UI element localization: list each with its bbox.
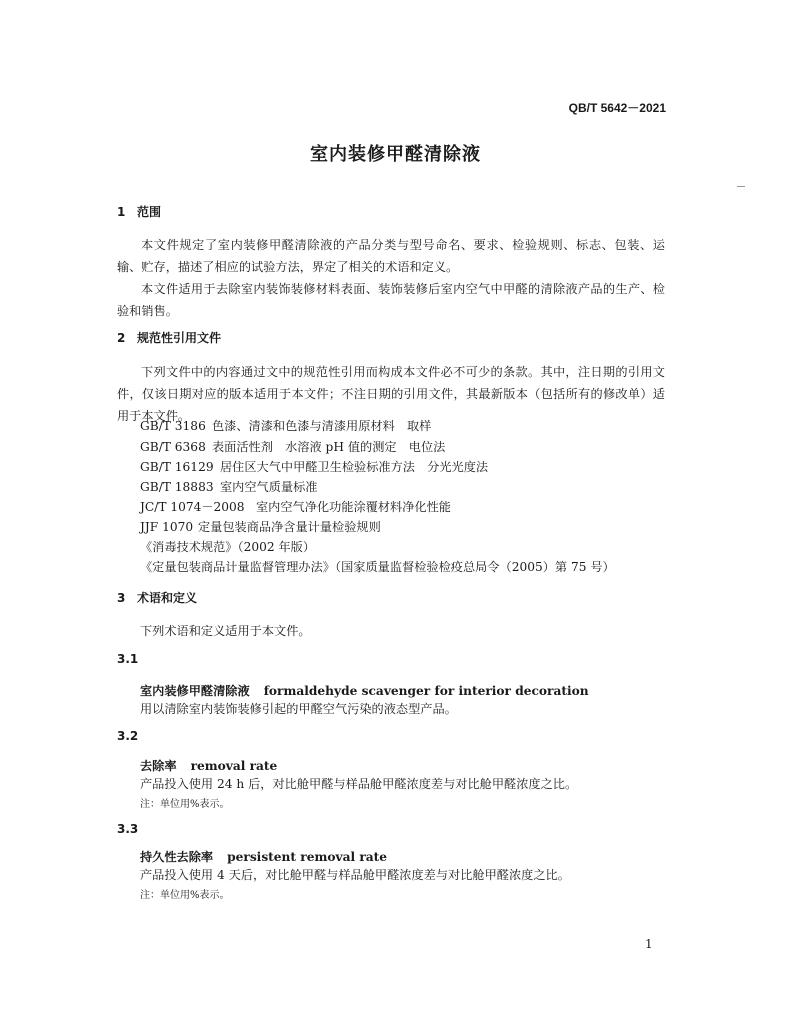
section-number: 1 xyxy=(117,205,126,219)
term-number: 3.1 xyxy=(117,652,139,666)
term-number: 3.3 xyxy=(117,822,139,836)
standard-number: QB/T 5642－2021 xyxy=(568,101,666,115)
section-1-body xyxy=(117,234,665,322)
reference-code: GB/T 6368 xyxy=(140,440,206,454)
reference-name: 表面活性剂 水溶液 pH 值的测定 电位法 xyxy=(212,440,446,454)
reference-name: 定量包装商品净含量计量检验规则 xyxy=(198,520,381,534)
term-title xyxy=(140,682,589,699)
reference-code: GB/T 3186 xyxy=(140,419,206,433)
reference-name: 《消毒技术规范》（2002 年版） xyxy=(140,540,316,554)
reference-item xyxy=(140,497,451,517)
reference-name: 《定量包装商品计量监督管理办法》（国家质量监督检验检疫总局令（2005）第 75 号） xyxy=(140,560,615,574)
section-title: 术语和定义 xyxy=(137,591,198,605)
section-title: 规范性引用文件 xyxy=(137,331,222,345)
reference-code: JC/T 1074－2008 xyxy=(140,500,245,514)
section-number: 3 xyxy=(117,591,126,605)
term-zh: 室内装修甲醛清除液 xyxy=(140,684,250,698)
reference-item xyxy=(140,416,431,436)
term-title xyxy=(140,848,387,865)
reference-item xyxy=(140,457,488,477)
reference-item xyxy=(140,517,381,537)
reference-item xyxy=(140,437,445,457)
reference-code: JJF 1070 xyxy=(140,520,194,534)
term-title xyxy=(140,757,277,774)
term-definition: 产品投入使用 4 天后，对比舱甲醛与样品舱甲醛浓度差与对比舱甲醛浓度之比。 xyxy=(140,868,570,882)
term-zh: 去除率 xyxy=(140,759,177,773)
reference-name: 居住区大气中甲醛卫生检验标准方法 分光光度法 xyxy=(220,460,489,474)
term-en: removal rate xyxy=(190,759,278,773)
document-title: 室内装修甲醛清除液 xyxy=(310,144,481,165)
term-en: persistent removal rate xyxy=(227,850,388,864)
section-1-heading xyxy=(117,203,161,220)
term-zh: 持久性去除率 xyxy=(140,850,214,864)
section-number: 2 xyxy=(117,331,126,345)
term-note: 注：单位用%表示。 xyxy=(140,799,230,810)
reference-item xyxy=(140,477,318,497)
reference-item xyxy=(140,537,315,557)
scan-mark xyxy=(737,186,745,187)
reference-code: GB/T 18883 xyxy=(140,480,214,494)
section-3-intro: 下列术语和定义适用于本文件。 xyxy=(140,624,311,638)
section-2-heading xyxy=(117,329,221,346)
reference-name: 室内空气净化功能涂覆材料净化性能 xyxy=(256,500,451,514)
paragraph: 下列文件中的内容通过文中的规范性引用而构成本文件必不可少的条款。其中，注日期的引用文件，仅该日期对应的版本适用于本文件；不注日期的引用文件，其最新版本（包括所有的修改单）适用于本文件。 xyxy=(117,365,665,423)
term-number: 3.2 xyxy=(117,729,139,743)
reference-item xyxy=(140,557,615,577)
reference-code: GB/T 16129 xyxy=(140,460,214,474)
section-title: 范围 xyxy=(137,205,162,219)
paragraph: 本文件适用于去除室内装饰装修材料表面、装饰装修后室内空气中甲醛的清除液产品的生产、检验和销售。 xyxy=(117,282,665,318)
term-definition: 用以清除室内装饰装修引起的甲醛空气污染的液态型产品。 xyxy=(140,702,457,716)
term-definition: 产品投入使用 24 h 后，对比舱甲醛与样品舱甲醛浓度差与对比舱甲醛浓度之比。 xyxy=(140,777,578,791)
term-note: 注：单位用%表示。 xyxy=(140,890,230,901)
paragraph: 本文件规定了室内装修甲醛清除液的产品分类与型号命名、要求、检验规则、标志、包装、运输、贮存，描述了相应的试验方法，界定了相关的术语和定义。 xyxy=(117,238,665,274)
reference-name: 室内空气质量标准 xyxy=(220,480,318,494)
section-3-heading xyxy=(117,589,197,606)
term-en: formaldehyde scavenger for interior decoration xyxy=(263,684,589,698)
reference-name: 色漆、清漆和色漆与清漆用原材料 取样 xyxy=(212,419,432,433)
page-number: 1 xyxy=(645,937,653,951)
